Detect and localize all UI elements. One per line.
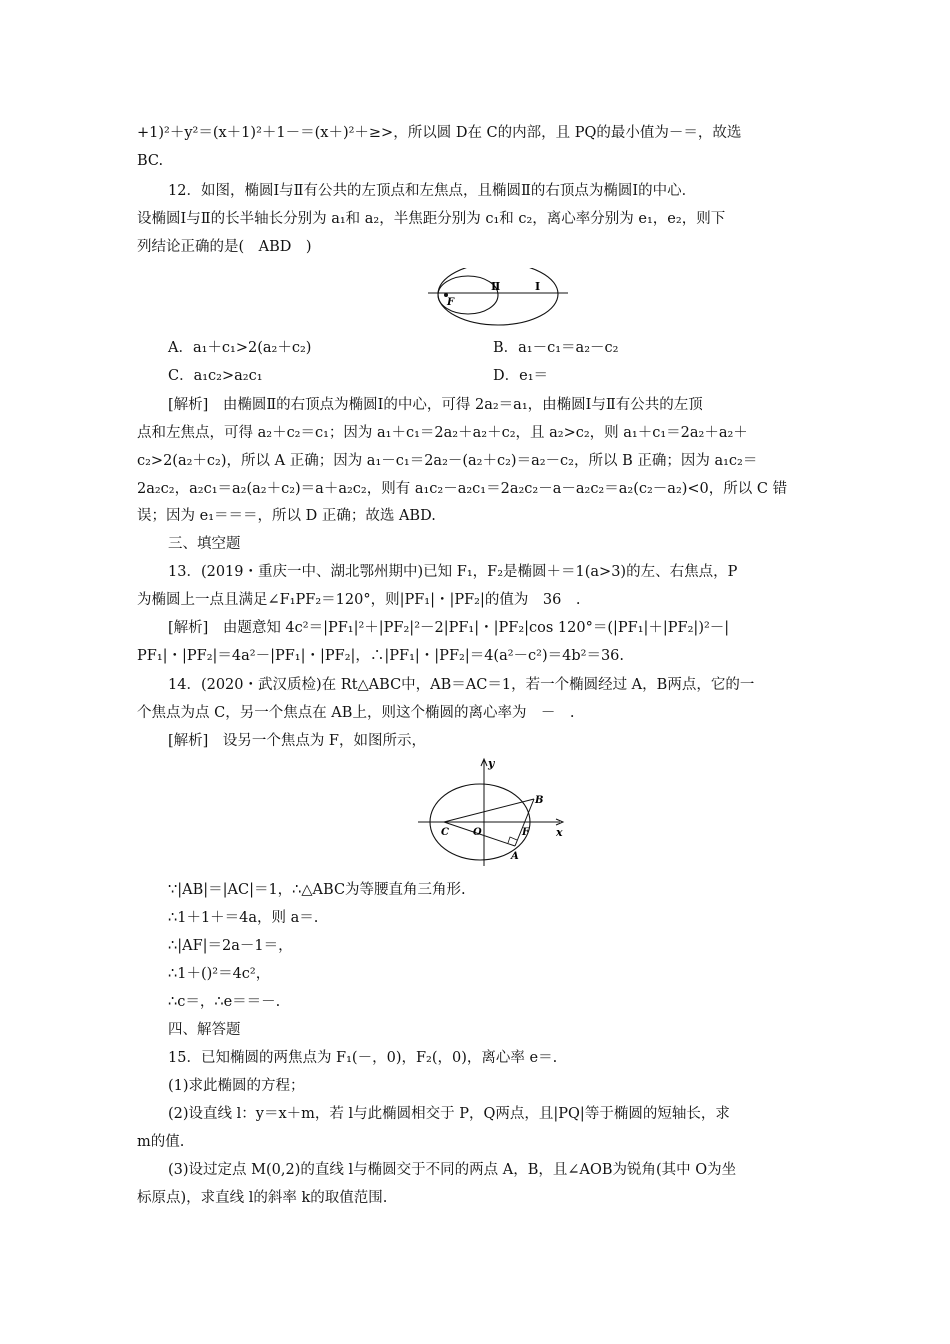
problem-15-part-2: (2)设直线 l：y＝x＋m，若 l与此椭圆相交于 P，Q两点，且|PQ|等于椭圆的短轴长，求 [168,1106,730,1122]
problem-15-stem: 15．已知椭圆的两焦点为 F₁(－，0)，F₂(，0)，离心率 e＝. [168,1050,558,1066]
solution-14: [解析] 设另一个焦点为 F，如图所示， [168,733,426,749]
x-axis-label: x [556,826,563,839]
y-axis-label: y [488,757,495,770]
text-line: BC. [137,153,164,169]
text-line: ∴1＋1＋＝4a，则 a＝. [168,910,319,926]
text-line: 点和左焦点，可得 a₂＋c₂＝c₁；因为 a₁＋c₁＝2a₂＋a₂＋c₂，且 a₂>c₂，则 a₁＋c₁＝2a₂＋a₂＋ [137,425,748,441]
problem-14-stem: 14．(2020・武汉质检)在 Rt△ABC中，AB＝AC＝1，若一个椭圆经过 A，B两点，它的一 [168,677,755,693]
focus-label: F [447,297,455,308]
point-c-label: C [441,827,449,838]
point-a-label: A [511,851,519,862]
text-line: ∴|AF|＝2a－1＝， [168,938,293,954]
text-line: +1)²＋y²＝(x＋1)²＋1－＝(x＋)²＋≥>，所以圆 D在 C的内部，且 PQ的最小值为－＝，故选 [137,125,742,141]
text-line: PF₁|・|PF₂|＝4a²－|PF₁|・|PF₂|，∴|PF₁|・|PF₂|＝4(a²－c²)＝4b²＝36. [137,648,625,664]
text-line: 个焦点为点 C，另一个焦点在 AB上，则这个椭圆的离心率为 － . [137,705,575,721]
section-heading: 三、填空题 [168,536,241,552]
text-line: ∵|AB|＝|AC|＝1，∴△ABC为等腰直角三角形. [168,882,466,898]
text-line: 设椭圆Ⅰ与Ⅱ的长半轴长分别为 a₁和 a₂，半焦距分别为 c₁和 c₂，离心率分别为 e₁，e₂，则下 [137,211,726,227]
option-a: A．a₁＋c₁>2(a₂＋c₂) [168,340,312,356]
option-c: C．a₁c₂>a₂c₁ [168,368,263,384]
option-b: B．a₁－c₁＝a₂－c₂ [493,340,619,356]
text-line: ∴c＝，∴e＝＝－. [168,994,281,1010]
text-line: c₂>2(a₂＋c₂)，所以 A 正确；因为 a₁－c₁＝2a₂－(a₂＋c₂)＝a₂－c₂，所以 B 正确；因为 a₁c₂＝ [137,453,758,469]
solution-13: [解析] 由题意知 4c²＝|PF₁|²＋|PF₂|²－2|PF₁|・|PF₂|cos 120°＝(|PF₁|＋|PF₂|)²－| [168,620,730,636]
solution-12: [解析] 由椭圆Ⅱ的右顶点为椭圆Ⅰ的中心，可得 2a₂＝a₁，由椭圆Ⅰ与Ⅱ有公共的左顶 [168,397,703,413]
problem-12-stem: 12．如图，椭圆Ⅰ与Ⅱ有公共的左顶点和左焦点，且椭圆Ⅱ的右顶点为椭圆Ⅰ的中心． [168,183,697,199]
text-line: 标原点)，求直线 l的斜率 k的取值范围. [137,1190,388,1206]
ellipse-ii-label: Ⅱ [491,280,501,293]
origin-label: O [473,827,482,838]
option-d: D．e₁＝ [493,368,549,384]
text-line: 列结论正确的是( ABD ) [137,239,312,255]
problem-13-stem: 13．(2019・重庆一中、湖北鄂州期中)已知 F₁，F₂是椭圆＋＝1(a>3)的左、右焦点，P [168,564,738,580]
text-line: 为椭圆上一点且满足∠F₁PF₂＝120°，则|PF₁|・|PF₂|的值为 36 . [137,592,581,608]
ellipse-figure-2 [418,756,570,872]
problem-15-part-3: (3)设过定点 M(0,2)的直线 l与椭圆交于不同的两点 A，B，且∠AOB为锐角(其中 O为坐 [168,1162,737,1178]
section-heading: 四、解答题 [168,1022,241,1038]
text-line: 2a₂c₂，a₂c₁＝a₂(a₂＋c₂)＝a＋a₂c₂，则有 a₁c₂－a₂c₁＝2a₂c₂－a－a₂c₂＝a₂(c₂－a₂)<0，所以 C 错 [137,481,788,497]
point-b-label: B [535,795,544,806]
ellipse-i-label: Ⅰ [535,280,541,293]
text-line: 误；因为 e₁＝＝＝，所以 D 正确；故选 ABD. [137,508,436,524]
point-f-label: F [522,827,530,838]
ellipse-figure-1 [428,268,568,332]
problem-15-part-1: (1)求此椭圆的方程； [168,1078,305,1094]
text-line: m的值. [137,1134,185,1150]
text-line: ∴1＋()²＝4c²， [168,966,271,982]
